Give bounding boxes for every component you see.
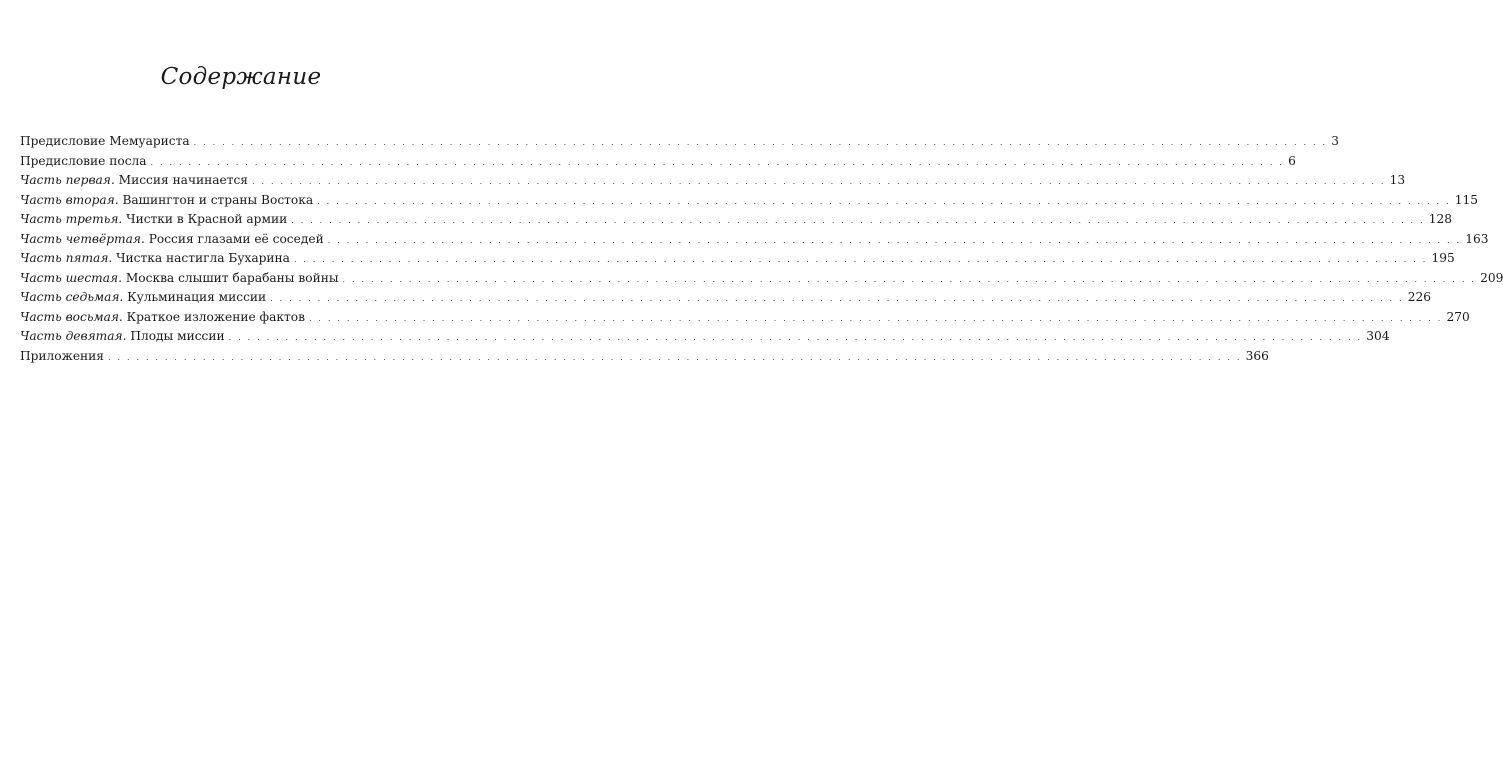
toc-entry-label [20,347,104,367]
toc-part-name: Часть первая [20,173,111,187]
toc-entry [20,308,1470,328]
toc-page-number: 366 [1245,348,1269,363]
toc-page-number: 3 [1331,134,1339,148]
toc-part-name: Часть восьмая [20,309,119,324]
toc-entry-label: Часть восьмая. Краткое изложение фактов [20,309,305,324]
toc-page-number: 163 [1465,231,1489,246]
toc-page-number: 13 [1389,173,1406,187]
toc-entry [20,288,1432,308]
toc-entry-title: Чистка настигла Бухарина [116,251,290,265]
toc-part-name: Часть третья [20,212,119,226]
toc-page-number: 304 [1366,329,1390,343]
toc-entry-label: Часть вторая. Вашингтон и страны Востока [20,192,314,207]
dot-leader: . . . . . . . . . . . . . . . . . . . . . . . . . . . . . . . . . . . . . . . . . . . . . . . . . . . . . . . . . . . . . . . . . . . . . . . . . . . . . . . . . . . . . . . . . . . . . . . . . . . . . . . . . . . . . . . . . . . . . . . . [293,255,1428,264]
toc-part-name: Часть шестая [20,270,119,285]
table-of-contents [20,132,1503,366]
toc-entry-title: Кульминация миссии [127,290,267,304]
toc-entry [20,152,1296,172]
toc-entry [20,132,1339,152]
toc-entry [20,327,1390,347]
toc-entry-title: Плоды миссии [130,329,225,343]
toc-entry-label: Часть первая. Миссия начинается [20,173,248,187]
page-title: Содержание [160,64,322,90]
toc-entry-label: Часть пятая. Чистка настигла Бухарина [20,251,290,265]
toc-page-number: 226 [1407,290,1432,304]
toc-entry-label: Часть седьмая. Кульминация миссии [20,290,267,304]
dot-leader: . . . . . . . . . . . . . . . . . . . . . . . . . . . . . . . . . . . . . . . . . . . . . . . . . . . . . . . . . . . . . . . . . . . . . . . . . . . . . . . . . . . . . . . . . . . . . . . . . . . . . . . . . . . . . . . . . . . . . . . . [150,157,1285,167]
toc-page-number: 195 [1431,251,1455,265]
toc-entry-title: Предисловие посла [20,153,147,168]
toc-page-number: 6 [1288,153,1296,168]
toc-entry-title: Краткое изложение фактов [126,309,305,324]
dot-leader: . . . . . . . . . . . . . . . . . . . . . . . . . . . . . . . . . . . . . . . . . . . . . . . . . . . . . . . . . . . . . . . . . . . . . . . . . . . . . . . . . . . . . . . . . . . . . . . . . . . . . . . . . . . . . . . . . . . . . . . . [291,216,1425,225]
toc-part-name: Часть четвёртая [20,231,141,246]
toc-entry [20,171,1406,191]
toc-entry-title: Россия глазами её соседей [148,231,324,246]
dot-leader: . . . . . . . . . . . . . . . . . . . . . . . . . . . . . . . . . . . . . . . . . . . . . . . . . . . . . . . . . . . . . . . . . . . . . . . . . . . . . . . . . . . . . . . . . . . . . . . . . . . . . . . . . . . . . . . . . . . . . . . . [308,313,1443,323]
toc-entry-title: Предисловие Мемуариста [20,134,190,148]
toc-entry-label: Часть девятая. Плоды миссии [20,329,225,343]
dot-leader: . . . . . . . . . . . . . . . . . . . . . . . . . . . . . . . . . . . . . . . . . . . . . . . . . . . . . . . . . . . . . . . . . . . . . . . . . . . . . . . . . . . . . . . . . . . . . . . . . . . . . . . . . . . . . . . . . . . . . . . . [270,294,1404,303]
dot-leader: . . . . . . . . . . . . . . . . . . . . . . . . . . . . . . . . . . . . . . . . . . . . . . . . . . . . . . . . . . . . . . . . . . . . . . . . . . . . . . . . . . . . . . . . . . . . . . . . . . . . . . . . . . . . . . . . . . . . . . . . [317,196,1451,206]
toc-entry [20,347,1269,367]
dot-leader: . . . . . . . . . . . . . . . . . . . . . . . . . . . . . . . . . . . . . . . . . . . . . . . . . . . . . . . . . . . . . . . . . . . . . . . . . . . . . . . . . . . . . . . . . . . . . . . . . . . . . . . . . . . . . . . . . . . . . . . . [327,235,1462,245]
dot-leader: . . . . . . . . . . . . . . . . . . . . . . . . . . . . . . . . . . . . . . . . . . . . . . . . . . . . . . . . . . . . . . . . . . . . . . . . . . . . . . . . . . . . . . . . . . . . . . . . . . . . . . . . . . . . . . . . . . . . . . . . [342,274,1477,284]
dot-leader: . . . . . . . . . . . . . . . . . . . . . . . . . . . . . . . . . . . . . . . . . . . . . . . . . . . . . . . . . . . . . . . . . . . . . . . . . . . . . . . . . . . . . . . . . . . . . . . . . . . . . . . . . . . . . . . . . . . . . . . . [252,177,1386,186]
dot-leader: . . . . . . . . . . . . . . . . . . . . . . . . . . . . . . . . . . . . . . . . . . . . . . . . . . . . . . . . . . . . . . . . . . . . . . . . . . . . . . . . . . . . . . . . . . . . . . . . . . . . . . . . . . . . . . . . . . . . . . . . [108,352,1242,362]
toc-entry [20,269,1503,289]
toc-entry [20,210,1453,230]
toc-entry [20,230,1489,250]
toc-part-name: Часть пятая [20,251,109,265]
toc-entry-title: Чистки в Красной армии [126,212,288,226]
toc-entry-title: Приложения [20,348,104,363]
toc-page-number: 128 [1428,212,1453,226]
toc-part-name: Часть девятая [20,329,123,343]
toc-entry-label: Часть четвёртая. Россия глазами её соседей [20,231,324,246]
toc-entry-title: Москва слышит барабаны войны [125,270,339,285]
toc-entry [20,191,1478,211]
toc-part-name: Часть седьмая [20,290,120,304]
toc-entry [20,249,1455,269]
toc-entry-label [20,152,147,172]
toc-page-number: 209 [1480,270,1503,285]
toc-entry-title: Вашингтон и страны Востока [122,192,314,207]
toc-page-number: 115 [1454,192,1478,207]
dot-leader: . . . . . . . . . . . . . . . . . . . . . . . . . . . . . . . . . . . . . . . . . . . . . . . . . . . . . . . . . . . . . . . . . . . . . . . . . . . . . . . . . . . . . . . . . . . . . . . . . . . . . . . . . . . . . . . . . . . . . . . . [193,138,1328,147]
toc-entry-label [20,132,190,152]
toc-page-number: 270 [1446,309,1470,324]
toc-entry-title: Миссия начинается [118,173,248,187]
toc-part-name: Часть вторая [20,192,115,207]
dot-leader: . . . . . . . . . . . . . . . . . . . . . . . . . . . . . . . . . . . . . . . . . . . . . . . . . . . . . . . . . . . . . . . . . . . . . . . . . . . . . . . . . . . . . . . . . . . . . . . . . . . . . . . . . . . . . . . . . . . . . . . . [228,333,1363,342]
toc-entry-label: Часть шестая. Москва слышит барабаны войны [20,270,339,285]
toc-entry-label: Часть третья. Чистки в Красной армии [20,212,288,226]
